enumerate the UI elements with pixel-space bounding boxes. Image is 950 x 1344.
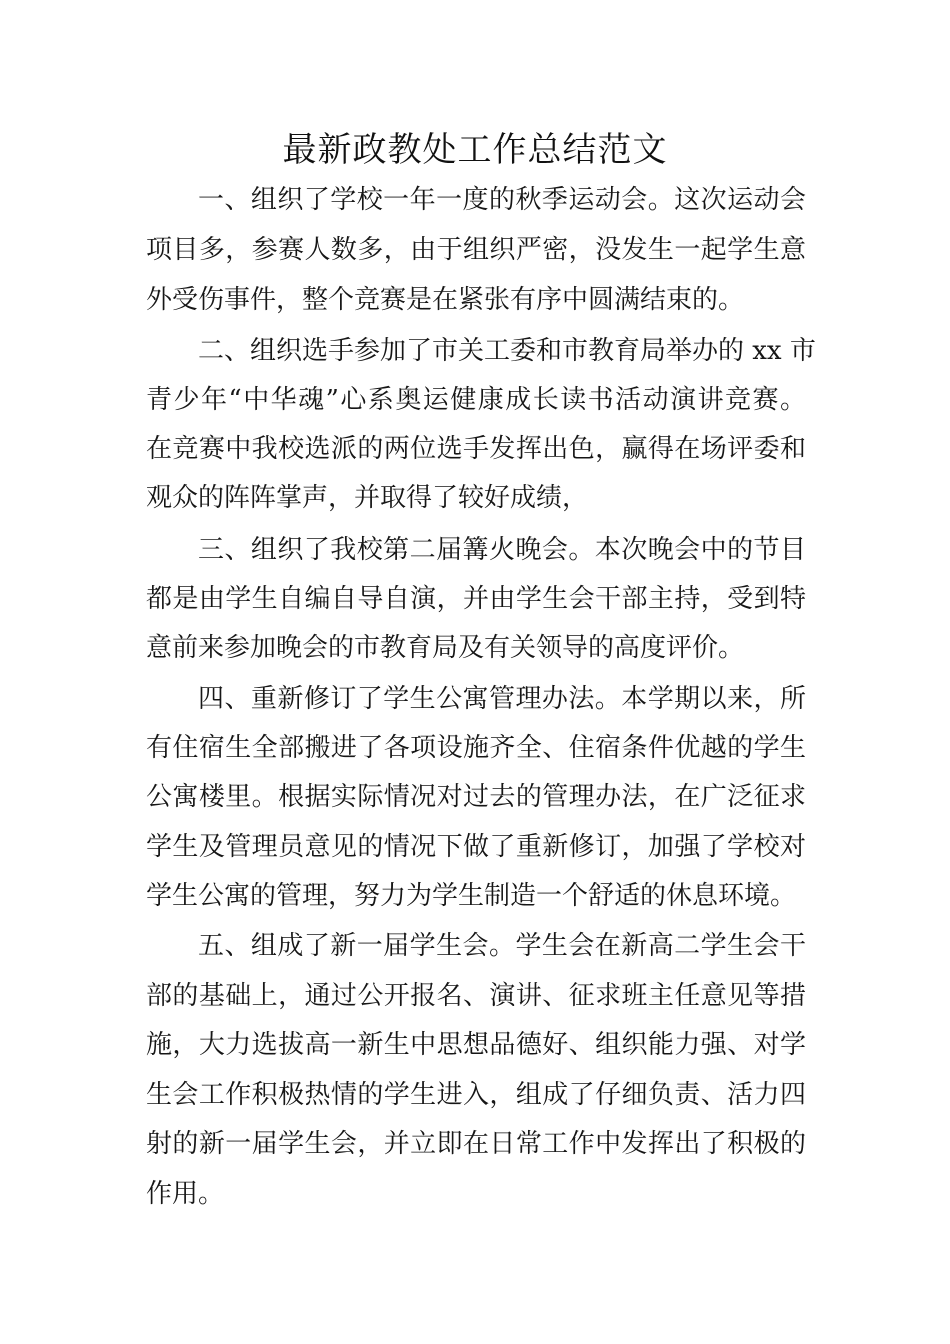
paragraph-5-line-4: 生会工作积极热情的学生进入，组成了仔细负责、活力四 [146, 1080, 806, 1110]
paragraph-5-line-6: 作用。 [146, 1179, 225, 1209]
paragraph-2-line-1: 二、组织选手参加了市关工委和市教育局举办的 xx 市 [198, 336, 816, 366]
paragraph-4-line-1: 四、重新修订了学生公寓管理办法。本学期以来，所 [198, 684, 806, 714]
paragraph-3-line-2: 都是由学生自编自导自演，并由学生会干部主持，受到特 [146, 584, 806, 614]
paragraph-3-line-3: 意前来参加晚会的市教育局及有关领导的高度评价。 [146, 633, 745, 663]
paragraph-4-line-4: 学生及管理员意见的情况下做了重新修订，加强了学校对 [146, 832, 806, 862]
paragraph-1-line-2: 项目多，参赛人数多，由于组织严密，没发生一起学生意 [146, 235, 806, 265]
paragraph-4-line-3: 公寓楼里。根据实际情况对过去的管理办法，在广泛征求 [146, 782, 806, 812]
paragraph-2-line-4: 观众的阵阵掌声，并取得了较好成绩， [146, 483, 589, 513]
paragraph-2-line-2: 青少年“中华魂”心系奥运健康成长读书活动演讲竞赛。 [146, 385, 806, 415]
paragraph-3-line-1: 三、组织了我校第二届篝火晚会。本次晚会中的节目 [198, 535, 806, 565]
document-title: 最新政教处工作总结范文 [282, 130, 668, 170]
paragraph-5-line-3: 施，大力选拔高一新生中思想品德好、组织能力强、对学 [146, 1030, 806, 1060]
paragraph-4-line-5: 学生公寓的管理，努力为学生制造一个舒适的休息环境。 [146, 881, 797, 911]
paragraph-5-line-1: 五、组成了新一届学生会。学生会在新高二学生会干 [198, 931, 806, 961]
paragraph-1-line-1: 一、组织了学校一年一度的秋季运动会。这次运动会 [198, 185, 806, 215]
paragraph-2-line-3: 在竞赛中我校选派的两位选手发挥出色，赢得在场评委和 [146, 434, 806, 464]
paragraph-5-line-2: 部的基础上，通过公开报名、演讲、征求班主任意见等措 [146, 981, 806, 1011]
paragraph-5-line-5: 射的新一届学生会，并立即在日常工作中发挥出了积极的 [146, 1129, 806, 1159]
paragraph-1-line-3: 外受伤事件，整个竞赛是在紧张有序中圆满结束的。 [146, 285, 745, 315]
paragraph-4-line-2: 有住宿生全部搬进了各项设施齐全、住宿条件优越的学生 [146, 733, 806, 763]
